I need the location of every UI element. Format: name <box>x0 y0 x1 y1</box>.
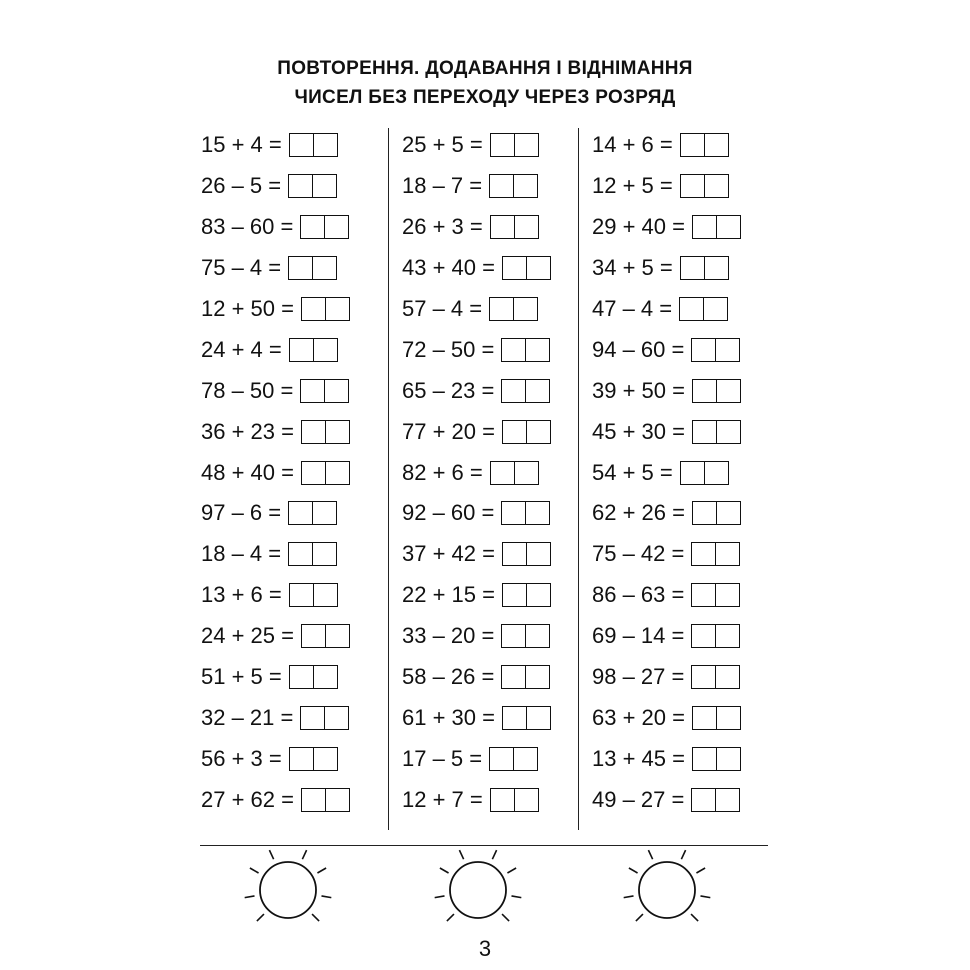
answer-box[interactable] <box>501 665 550 689</box>
answer-box[interactable] <box>289 133 338 157</box>
answer-box[interactable] <box>692 747 741 771</box>
exercise-row <box>201 411 391 452</box>
answer-digit-cell[interactable] <box>313 748 337 770</box>
answer-box[interactable] <box>691 665 740 689</box>
answer-digit-cell[interactable] <box>693 502 716 524</box>
answer-digit-cell[interactable] <box>692 625 715 647</box>
exercise-row <box>402 370 592 411</box>
answer-box[interactable] <box>680 133 729 157</box>
exercise-text: 33 – 20 = <box>402 623 495 649</box>
exercise-row <box>201 125 391 166</box>
answer-digit-cell[interactable] <box>325 421 349 443</box>
exercise-row <box>201 779 391 820</box>
answer-digit-cell[interactable] <box>289 257 312 279</box>
answer-box[interactable] <box>490 215 539 239</box>
exercise-text: 26 + 3 = <box>402 214 483 240</box>
sun-icon <box>428 845 528 935</box>
answer-digit-cell[interactable] <box>312 502 336 524</box>
exercise-text: 75 – 4 = <box>201 255 282 281</box>
answer-digit-cell[interactable] <box>302 462 325 484</box>
answer-digit-cell[interactable] <box>693 421 716 443</box>
exercise-row <box>402 493 592 534</box>
answer-digit-cell[interactable] <box>289 502 312 524</box>
exercise-row <box>402 329 592 370</box>
exercise-row <box>592 493 782 534</box>
answer-digit-cell[interactable] <box>290 339 313 361</box>
answer-digit-cell[interactable] <box>290 584 313 606</box>
answer-digit-cell[interactable] <box>716 748 740 770</box>
exercise-text: 32 – 21 = <box>201 704 294 730</box>
exercise-row <box>592 248 782 289</box>
exercise-row <box>402 738 592 779</box>
answer-digit-cell[interactable] <box>716 707 740 729</box>
answer-digit-cell[interactable] <box>526 543 550 565</box>
answer-digit-cell[interactable] <box>526 707 550 729</box>
exercise-text: 12 + 7 = <box>402 786 483 812</box>
answer-digit-cell[interactable] <box>325 789 349 811</box>
answer-digit-cell[interactable] <box>302 625 325 647</box>
answer-box[interactable] <box>692 706 741 730</box>
answer-digit-cell[interactable] <box>715 625 739 647</box>
answer-box[interactable] <box>301 624 350 648</box>
exercise-text: 45 + 30 = <box>592 418 685 444</box>
exercise-text: 27 + 62 = <box>201 786 294 812</box>
answer-box[interactable] <box>289 583 338 607</box>
answer-digit-cell[interactable] <box>503 584 526 606</box>
answer-digit-cell[interactable] <box>290 748 313 770</box>
exercise-row <box>592 452 782 493</box>
answer-digit-cell[interactable] <box>502 502 525 524</box>
answer-digit-cell[interactable] <box>514 462 538 484</box>
exercise-text: 12 + 5 = <box>592 173 673 199</box>
exercise-row <box>201 370 391 411</box>
answer-digit-cell[interactable] <box>704 175 728 197</box>
answer-digit-cell[interactable] <box>290 666 313 688</box>
exercise-row <box>592 207 782 248</box>
exercise-text: 36 + 23 = <box>201 418 294 444</box>
answer-box[interactable] <box>301 420 350 444</box>
answer-digit-cell[interactable] <box>716 502 740 524</box>
exercise-column-3 <box>592 125 782 820</box>
answer-digit-cell[interactable] <box>324 707 348 729</box>
exercise-text: 22 + 15 = <box>402 582 495 608</box>
answer-box[interactable] <box>691 624 740 648</box>
answer-box[interactable] <box>502 542 551 566</box>
answer-box[interactable] <box>691 583 740 607</box>
answer-box[interactable] <box>300 706 349 730</box>
answer-box[interactable] <box>301 297 350 321</box>
answer-digit-cell[interactable] <box>302 789 325 811</box>
answer-digit-cell[interactable] <box>693 216 716 238</box>
answer-digit-cell[interactable] <box>313 666 337 688</box>
answer-digit-cell[interactable] <box>715 789 739 811</box>
answer-digit-cell[interactable] <box>301 707 324 729</box>
exercise-text: 94 – 60 = <box>592 336 685 362</box>
exercise-text: 72 – 50 = <box>402 336 495 362</box>
exercise-text: 65 – 23 = <box>402 377 495 403</box>
answer-box[interactable] <box>679 297 728 321</box>
sun-icon <box>238 845 338 935</box>
answer-box[interactable] <box>289 665 338 689</box>
exercise-text: 77 + 20 = <box>402 418 495 444</box>
exercise-text: 98 – 27 = <box>592 664 685 690</box>
answer-box[interactable] <box>300 215 349 239</box>
exercise-text: 26 – 5 = <box>201 173 282 199</box>
answer-digit-cell[interactable] <box>289 175 312 197</box>
answer-digit-cell[interactable] <box>693 707 716 729</box>
exercise-row <box>402 166 592 207</box>
answer-box[interactable] <box>288 174 337 198</box>
exercise-text: 51 + 5 = <box>201 664 282 690</box>
exercise-text: 12 + 50 = <box>201 296 294 321</box>
answer-digit-cell[interactable] <box>325 462 349 484</box>
exercise-row <box>402 616 592 657</box>
exercise-text: 48 + 40 = <box>201 459 294 485</box>
answer-digit-cell[interactable] <box>503 257 526 279</box>
answer-box[interactable] <box>289 338 338 362</box>
answer-digit-cell[interactable] <box>491 134 514 156</box>
exercise-row <box>201 697 391 738</box>
exercise-text: 15 + 4 = <box>201 132 282 158</box>
exercise-row <box>402 289 592 330</box>
answer-digit-cell[interactable] <box>681 257 704 279</box>
exercise-text: 58 – 26 = <box>402 664 495 690</box>
exercise-text: 24 + 4 = <box>201 336 282 362</box>
answer-digit-cell[interactable] <box>513 175 537 197</box>
answer-digit-cell[interactable] <box>693 380 716 402</box>
answer-digit-cell[interactable] <box>716 421 740 443</box>
exercise-row <box>201 452 391 493</box>
exercise-row <box>402 125 592 166</box>
answer-digit-cell[interactable] <box>290 134 313 156</box>
answer-digit-cell[interactable] <box>325 298 349 320</box>
exercise-text: 13 + 6 = <box>201 582 282 608</box>
answer-digit-cell[interactable] <box>312 543 336 565</box>
answer-box[interactable] <box>502 706 551 730</box>
answer-digit-cell[interactable] <box>692 584 715 606</box>
answer-box[interactable] <box>501 501 550 525</box>
answer-digit-cell[interactable] <box>514 134 538 156</box>
answer-digit-cell[interactable] <box>301 380 324 402</box>
answer-digit-cell[interactable] <box>681 462 704 484</box>
answer-digit-cell[interactable] <box>680 298 703 320</box>
exercise-text: 18 – 7 = <box>402 173 483 199</box>
column-divider-1 <box>388 128 389 830</box>
answer-digit-cell[interactable] <box>692 789 715 811</box>
answer-box[interactable] <box>489 174 538 198</box>
exercise-column-1 <box>201 125 391 820</box>
exercise-text: 69 – 14 = <box>592 623 685 649</box>
exercise-row <box>592 779 782 820</box>
exercise-text: 25 + 5 = <box>402 132 483 158</box>
answer-box[interactable] <box>691 542 740 566</box>
answer-box[interactable] <box>692 501 741 525</box>
answer-digit-cell[interactable] <box>503 421 526 443</box>
answer-digit-cell[interactable] <box>693 748 716 770</box>
answer-digit-cell[interactable] <box>525 380 549 402</box>
answer-box[interactable] <box>502 420 551 444</box>
answer-digit-cell[interactable] <box>692 666 715 688</box>
answer-box[interactable] <box>691 788 740 812</box>
answer-digit-cell[interactable] <box>502 666 525 688</box>
exercise-column-2 <box>402 125 592 820</box>
exercise-text: 57 – 4 = <box>402 296 483 321</box>
exercise-text: 37 + 42 = <box>402 541 495 567</box>
page-title-line-2: ЧИСЕЛ БЕЗ ПЕРЕХОДУ ЧЕРЕЗ РОЗРЯД <box>294 87 676 108</box>
answer-box[interactable] <box>288 501 337 525</box>
exercise-text: 63 + 20 = <box>592 704 685 730</box>
answer-box[interactable] <box>692 379 741 403</box>
answer-digit-cell[interactable] <box>715 666 739 688</box>
answer-box[interactable] <box>692 420 741 444</box>
answer-digit-cell[interactable] <box>490 298 513 320</box>
exercise-text: 75 – 42 = <box>592 541 685 567</box>
exercise-row <box>402 575 592 616</box>
answer-box[interactable] <box>301 788 350 812</box>
answer-digit-cell[interactable] <box>312 175 336 197</box>
exercise-row <box>201 248 391 289</box>
exercise-text: 14 + 6 = <box>592 132 673 158</box>
exercise-row <box>402 207 592 248</box>
answer-digit-cell[interactable] <box>491 789 514 811</box>
answer-box[interactable] <box>489 297 538 321</box>
exercise-text: 17 – 5 = <box>402 745 483 771</box>
answer-digit-cell[interactable] <box>491 462 514 484</box>
exercise-row <box>592 697 782 738</box>
answer-digit-cell[interactable] <box>513 298 537 320</box>
answer-digit-cell[interactable] <box>325 625 349 647</box>
exercise-text: 61 + 30 = <box>402 704 495 730</box>
exercise-row <box>201 207 391 248</box>
answer-box[interactable] <box>490 133 539 157</box>
exercise-row <box>592 289 782 330</box>
answer-box[interactable] <box>502 583 551 607</box>
answer-digit-cell[interactable] <box>313 134 337 156</box>
exercise-text: 56 + 3 = <box>201 745 282 771</box>
answer-box[interactable] <box>300 379 349 403</box>
answer-digit-cell[interactable] <box>681 175 704 197</box>
answer-digit-cell[interactable] <box>490 175 513 197</box>
exercise-row <box>402 779 592 820</box>
answer-digit-cell[interactable] <box>526 421 550 443</box>
answer-digit-cell[interactable] <box>716 380 740 402</box>
exercise-row <box>402 248 592 289</box>
exercise-row <box>201 575 391 616</box>
answer-box[interactable] <box>692 215 741 239</box>
answer-box[interactable] <box>489 747 538 771</box>
answer-digit-cell[interactable] <box>692 543 715 565</box>
answer-box[interactable] <box>501 338 550 362</box>
answer-digit-cell[interactable] <box>703 298 727 320</box>
answer-box[interactable] <box>501 624 550 648</box>
answer-digit-cell[interactable] <box>525 339 549 361</box>
answer-digit-cell[interactable] <box>525 502 549 524</box>
answer-digit-cell[interactable] <box>525 625 549 647</box>
exercise-row <box>201 289 391 330</box>
exercise-row <box>592 575 782 616</box>
page-number: 3 <box>478 936 492 961</box>
exercise-row <box>402 534 592 575</box>
exercise-row <box>592 411 782 452</box>
exercise-row <box>201 738 391 779</box>
answer-box[interactable] <box>680 174 729 198</box>
answer-digit-cell[interactable] <box>704 257 728 279</box>
exercise-row <box>201 534 391 575</box>
exercise-text: 97 – 6 = <box>201 500 282 526</box>
exercise-text: 39 + 50 = <box>592 377 685 403</box>
answer-box[interactable] <box>680 256 729 280</box>
page-title-line-1: ПОВТОРЕННЯ. ДОДАВАННЯ І ВІДНІМАННЯ <box>277 58 693 79</box>
exercise-row <box>592 125 782 166</box>
exercise-row <box>201 166 391 207</box>
answer-digit-cell[interactable] <box>302 421 325 443</box>
exercise-text: 49 – 27 = <box>592 786 685 812</box>
sun-icon <box>617 845 717 935</box>
exercise-text: 18 – 4 = <box>201 541 282 567</box>
answer-box[interactable] <box>289 747 338 771</box>
answer-digit-cell[interactable] <box>526 584 550 606</box>
answer-digit-cell[interactable] <box>503 707 526 729</box>
answer-digit-cell[interactable] <box>526 257 550 279</box>
exercise-text: 34 + 5 = <box>592 255 673 281</box>
answer-digit-cell[interactable] <box>324 216 348 238</box>
answer-digit-cell[interactable] <box>324 380 348 402</box>
column-divider-2 <box>578 128 579 830</box>
exercise-text: 29 + 40 = <box>592 214 685 240</box>
answer-digit-cell[interactable] <box>704 462 728 484</box>
answer-box[interactable] <box>691 338 740 362</box>
answer-digit-cell[interactable] <box>491 216 514 238</box>
exercise-text: 82 + 6 = <box>402 459 483 485</box>
answer-digit-cell[interactable] <box>490 748 513 770</box>
exercise-row <box>201 493 391 534</box>
exercise-text: 62 + 26 = <box>592 500 685 526</box>
exercise-row <box>592 534 782 575</box>
exercise-row <box>201 616 391 657</box>
answer-digit-cell[interactable] <box>502 625 525 647</box>
exercise-row <box>592 370 782 411</box>
exercise-text: 78 – 50 = <box>201 377 294 403</box>
answer-digit-cell[interactable] <box>681 134 704 156</box>
answer-box[interactable] <box>490 461 539 485</box>
exercise-text: 92 – 60 = <box>402 500 495 526</box>
exercise-text: 47 – 4 = <box>592 296 673 321</box>
answer-digit-cell[interactable] <box>502 380 525 402</box>
answer-digit-cell[interactable] <box>301 216 324 238</box>
exercise-row <box>402 657 592 698</box>
exercise-text: 54 + 5 = <box>592 459 673 485</box>
answer-digit-cell[interactable] <box>502 339 525 361</box>
exercise-row <box>592 329 782 370</box>
answer-digit-cell[interactable] <box>313 339 337 361</box>
exercise-row <box>592 738 782 779</box>
answer-box[interactable] <box>502 256 551 280</box>
exercise-row <box>402 697 592 738</box>
exercise-text: 24 + 25 = <box>201 623 294 649</box>
answer-digit-cell[interactable] <box>513 748 537 770</box>
answer-digit-cell[interactable] <box>313 584 337 606</box>
exercise-text: 86 – 63 = <box>592 582 685 608</box>
exercise-text: 13 + 45 = <box>592 745 685 771</box>
exercise-text: 43 + 40 = <box>402 255 495 281</box>
exercise-row <box>592 616 782 657</box>
exercise-row <box>201 329 391 370</box>
answer-box[interactable] <box>490 788 539 812</box>
exercise-row <box>592 657 782 698</box>
answer-box[interactable] <box>288 256 337 280</box>
answer-digit-cell[interactable] <box>715 584 739 606</box>
answer-digit-cell[interactable] <box>514 789 538 811</box>
answer-digit-cell[interactable] <box>715 543 739 565</box>
answer-box[interactable] <box>288 542 337 566</box>
exercise-row <box>402 411 592 452</box>
exercise-row <box>201 657 391 698</box>
answer-box[interactable] <box>680 461 729 485</box>
exercise-text: 83 – 60 = <box>201 214 294 240</box>
answer-digit-cell[interactable] <box>289 543 312 565</box>
answer-digit-cell[interactable] <box>503 543 526 565</box>
answer-digit-cell[interactable] <box>692 339 715 361</box>
exercise-row <box>592 166 782 207</box>
exercise-row <box>402 452 592 493</box>
answer-digit-cell[interactable] <box>716 216 740 238</box>
answer-digit-cell[interactable] <box>312 257 336 279</box>
answer-box[interactable] <box>301 461 350 485</box>
answer-digit-cell[interactable] <box>302 298 325 320</box>
answer-digit-cell[interactable] <box>715 339 739 361</box>
answer-digit-cell[interactable] <box>514 216 538 238</box>
answer-digit-cell[interactable] <box>704 134 728 156</box>
answer-box[interactable] <box>501 379 550 403</box>
answer-digit-cell[interactable] <box>525 666 549 688</box>
